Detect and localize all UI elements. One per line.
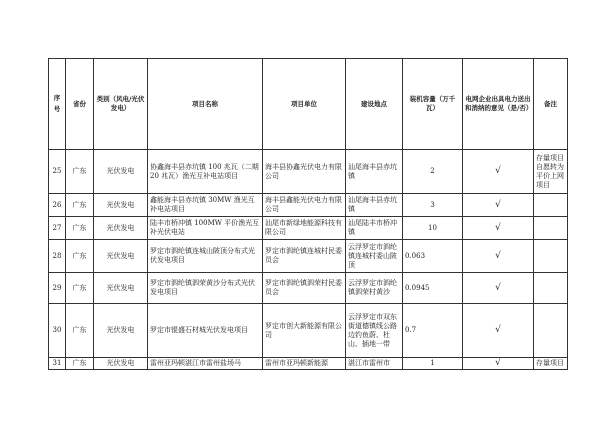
cell-remarks: 存量项目自愿转为平价上网项目 <box>534 150 568 194</box>
cell-unit: 罗定市泗纶镇泗荣村民委员会 <box>263 273 346 304</box>
cell-capacity: 0.7 <box>403 304 463 358</box>
cell-category: 光伏发电 <box>94 240 148 273</box>
cell-capacity: 0.0945 <box>403 273 463 304</box>
cell-remarks <box>534 240 568 273</box>
cell-location: 云浮罗定市双东街道德镇线公路边钓鱼蔚、杜山、插地一带 <box>346 304 403 358</box>
cell-province: 广东 <box>66 240 94 273</box>
cell-remarks <box>534 304 568 358</box>
cell-location: 云浮罗定市泗纶镇连城村委山陂顶 <box>346 240 403 273</box>
header-location: 建设地点 <box>346 59 403 150</box>
cell-grid: √ <box>463 273 534 304</box>
cell-name: 鑫能海丰县赤坑镇 30MW 渔光互补电站项目 <box>148 194 263 217</box>
cell-category: 光伏发电 <box>94 217 148 240</box>
header-capacity: 装机容量（万千瓦） <box>403 59 463 150</box>
cell-name: 陆丰市桥冲镇 100MW 平价渔光互补光伏电站 <box>148 217 263 240</box>
header-category: 类别（风电/光伏发电） <box>94 59 148 150</box>
cell-location: 汕尾陆丰市桥冲镇 <box>346 217 403 240</box>
project-table <box>48 58 568 370</box>
cell-remarks <box>534 273 568 304</box>
cell-province: 广东 <box>66 358 94 370</box>
cell-grid: √ <box>463 240 534 273</box>
cell-name: 罗定市泗纶镇连城山陂顶分布式光伏发电项目 <box>148 240 263 273</box>
cell-province: 广东 <box>66 273 94 304</box>
cell-province: 广东 <box>66 304 94 358</box>
cell-capacity: 2 <box>403 150 463 194</box>
cell-location: 云浮罗定市泗纶镇泗荣村黄沙 <box>346 273 403 304</box>
cell-index: 31 <box>49 358 66 370</box>
cell-category: 光伏发电 <box>94 194 148 217</box>
header-unit: 项目单位 <box>263 59 346 150</box>
cell-unit: 汕尾市新绿地能源科技有限公司 <box>263 217 346 240</box>
cell-unit: 罗定市泗纶镇连城村民委员会 <box>263 240 346 273</box>
table-row <box>49 358 568 370</box>
cell-category: 光伏发电 <box>94 273 148 304</box>
cell-grid: √ <box>463 358 534 370</box>
header-remarks: 备注 <box>534 59 568 150</box>
cell-name: 罗定市锟盛石材城光伏发电项目 <box>148 304 263 358</box>
cell-name: 协鑫海丰县赤坑镇 100 兆瓦（二期 20 兆瓦）渔光互补电站项目 <box>148 150 263 194</box>
cell-location: 汕尾海丰县赤坑镇 <box>346 150 403 194</box>
table-row <box>49 194 568 217</box>
cell-province: 广东 <box>66 194 94 217</box>
header-province: 省份 <box>66 59 94 150</box>
header-grid-opinion: 电网企业出具电力送出和消纳的意见（是/否） <box>463 59 534 150</box>
cell-province: 广东 <box>66 217 94 240</box>
table-row <box>49 273 568 304</box>
cell-category: 光伏发电 <box>94 358 148 370</box>
cell-capacity: 10 <box>403 217 463 240</box>
cell-capacity: 3 <box>403 194 463 217</box>
cell-capacity: 0.063 <box>403 240 463 273</box>
cell-index: 27 <box>49 217 66 240</box>
cell-grid: √ <box>463 150 534 194</box>
cell-unit: 雷州市亚玛顿新能源 <box>263 358 346 370</box>
cell-index: 26 <box>49 194 66 217</box>
header-row <box>49 59 568 150</box>
cell-location: 湛江市雷州市 <box>346 358 403 370</box>
cell-location: 汕尾海丰县赤坑镇 <box>346 194 403 217</box>
cell-unit: 海丰县鑫能光伏电力有限公司 <box>263 194 346 217</box>
cell-province: 广东 <box>66 150 94 194</box>
cell-index: 25 <box>49 150 66 194</box>
table-row <box>49 150 568 194</box>
cell-capacity: 1 <box>403 358 463 370</box>
cell-grid: √ <box>463 194 534 217</box>
cell-index: 28 <box>49 240 66 273</box>
cell-grid: √ <box>463 304 534 358</box>
header-name: 项目名称 <box>148 59 263 150</box>
cell-index: 29 <box>49 273 66 304</box>
cell-category: 光伏发电 <box>94 304 148 358</box>
table-row <box>49 217 568 240</box>
cell-category: 光伏发电 <box>94 150 148 194</box>
cell-remarks <box>534 217 568 240</box>
cell-index: 30 <box>49 304 66 358</box>
cell-remarks <box>534 194 568 217</box>
cell-name: 罗定市泗纶镇泗荣黄沙分布式光伏发电项目 <box>148 273 263 304</box>
cell-remarks: 存量项目 <box>534 358 568 370</box>
cell-unit: 罗定市创大新能源有限公司 <box>263 304 346 358</box>
table-row <box>49 240 568 273</box>
table-row <box>49 304 568 358</box>
header-index: 序号 <box>49 59 66 150</box>
cell-name: 雷州亚玛顿湛江市雷州盐场马 <box>148 358 263 370</box>
cell-grid: √ <box>463 217 534 240</box>
cell-unit: 海丰县协鑫光伏电力有限公司 <box>263 150 346 194</box>
